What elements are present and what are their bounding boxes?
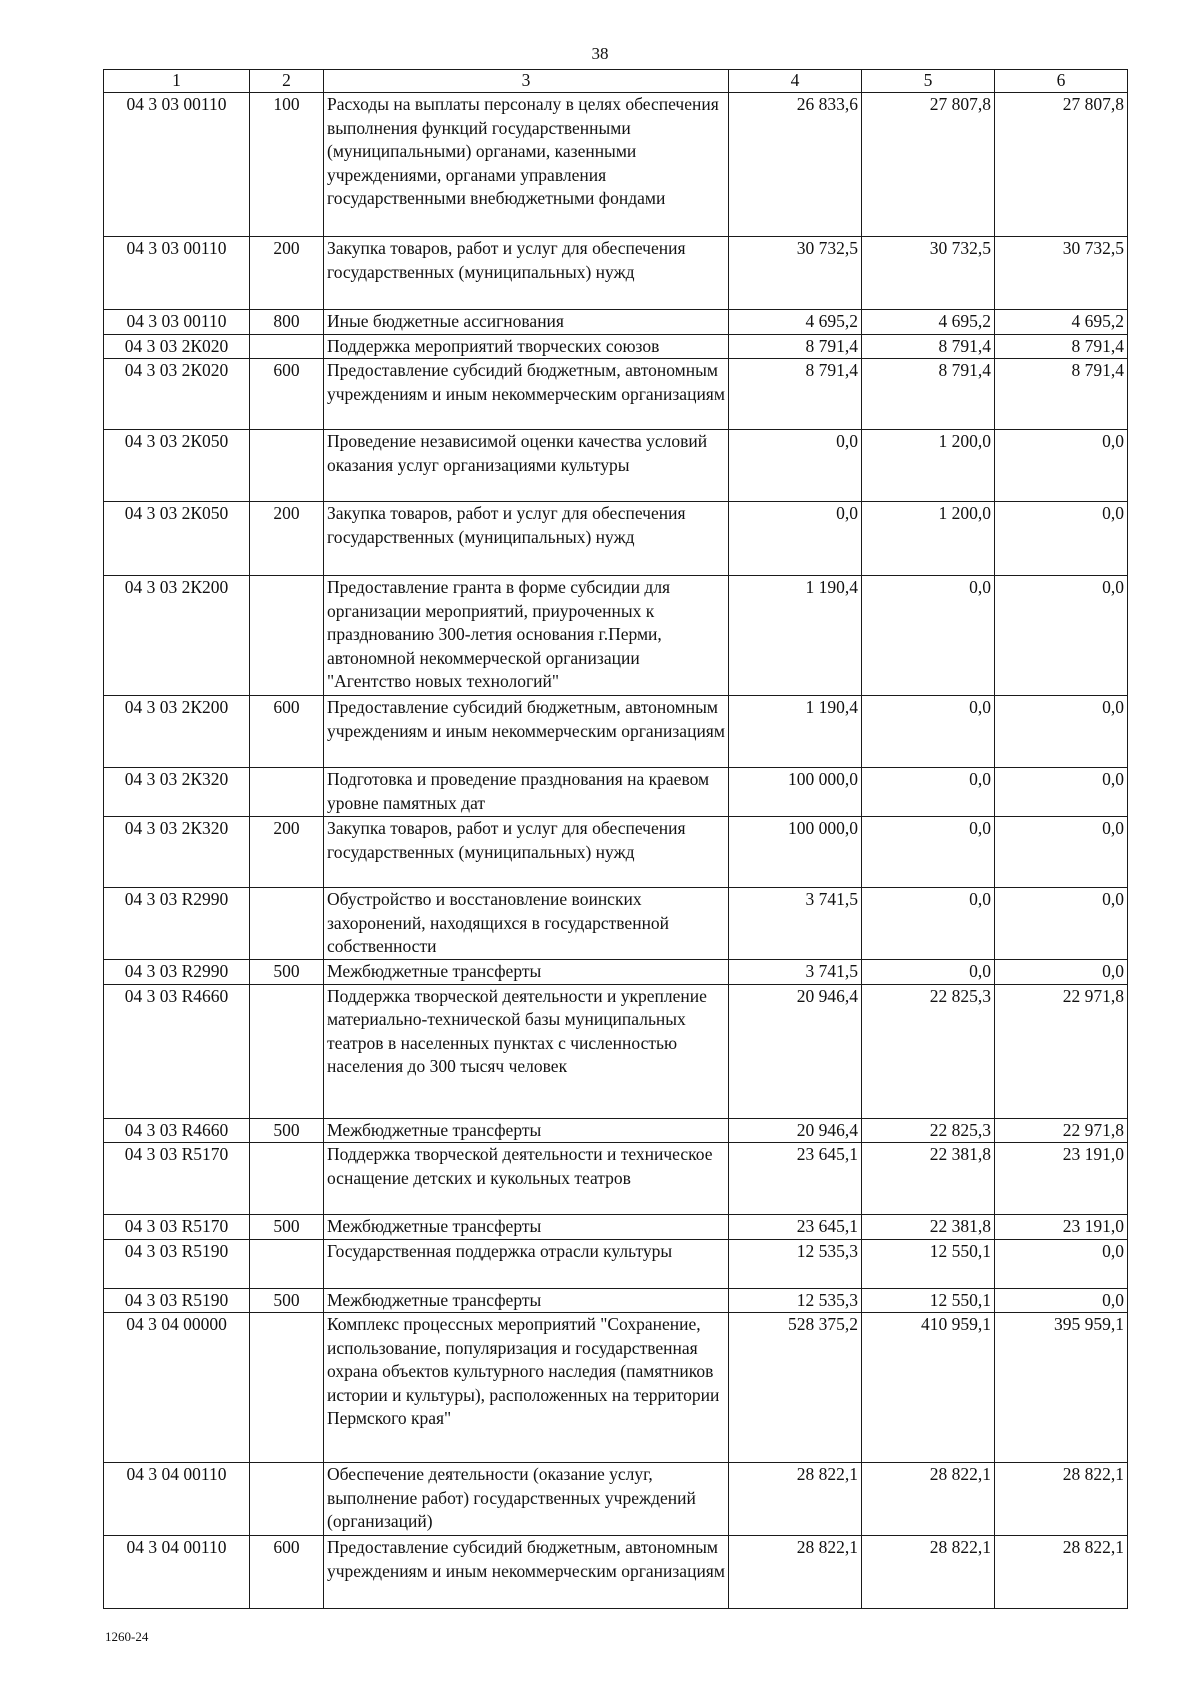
- budget-code-cell: 04 3 03 R5190: [104, 1288, 250, 1313]
- column-header: 3: [324, 70, 729, 93]
- amount-year1-cell: 4 695,2: [729, 310, 862, 335]
- amount-year3-cell: 8 791,4: [995, 334, 1128, 359]
- expense-type-cell: [250, 1313, 324, 1463]
- budget-code-cell: 04 3 03 R2990: [104, 960, 250, 985]
- amount-year1-cell: 23 645,1: [729, 1143, 862, 1215]
- item-name-cell: Межбюджетные трансферты: [324, 1118, 729, 1143]
- table-row: [104, 502, 1128, 576]
- table-row: [104, 768, 1128, 817]
- table-row: [104, 359, 1128, 430]
- column-header: 5: [862, 70, 995, 93]
- amount-year1-cell: 3 741,5: [729, 888, 862, 960]
- amount-year3-cell: 4 695,2: [995, 310, 1128, 335]
- budget-code-cell: 04 3 03 R5170: [104, 1143, 250, 1215]
- budget-code-cell: 04 3 04 00000: [104, 1313, 250, 1463]
- item-name-cell: Предоставление гранта в форме субсидии для организации мероприятий, приуроченных к празднованию 300-летия основания г.Перми, автономной некоммерческой организации "Агентство новых технологий": [324, 576, 729, 696]
- item-name-cell: Закупка товаров, работ и услуг для обеспечения государственных (муниципальных) нужд: [324, 502, 729, 576]
- budget-code-cell: 04 3 03 2К020: [104, 334, 250, 359]
- amount-year1-cell: 100 000,0: [729, 817, 862, 888]
- column-header: 2: [250, 70, 324, 93]
- amount-year2-cell: 0,0: [862, 888, 995, 960]
- amount-year3-cell: 0,0: [995, 576, 1128, 696]
- amount-year3-cell: 28 822,1: [995, 1536, 1128, 1609]
- table-row: [104, 1239, 1128, 1288]
- budget-code-cell: 04 3 03 R4660: [104, 1118, 250, 1143]
- amount-year1-cell: 0,0: [729, 430, 862, 502]
- expense-type-cell: [250, 1463, 324, 1536]
- expense-type-cell: [250, 1239, 324, 1288]
- table-row: [104, 93, 1128, 237]
- column-header: 6: [995, 70, 1128, 93]
- amount-year1-cell: 8 791,4: [729, 359, 862, 430]
- item-name-cell: Комплекс процессных мероприятий "Сохранение, использование, популяризация и государственная охрана объектов культурного наследия (памятников истории и культуры), расположенных на территории Пермского края": [324, 1313, 729, 1463]
- item-name-cell: Поддержка мероприятий творческих союзов: [324, 334, 729, 359]
- expense-type-cell: [250, 768, 324, 817]
- table-row: [104, 237, 1128, 310]
- table-row: [104, 817, 1128, 888]
- column-header: 4: [729, 70, 862, 93]
- amount-year3-cell: 395 959,1: [995, 1313, 1128, 1463]
- amount-year1-cell: 20 946,4: [729, 984, 862, 1118]
- amount-year2-cell: 4 695,2: [862, 310, 995, 335]
- item-name-cell: Предоставление субсидий бюджетным, автономным учреждениям и иным некоммерческим организациям: [324, 359, 729, 430]
- budget-code-cell: 04 3 03 2К050: [104, 430, 250, 502]
- item-name-cell: Подготовка и проведение празднования на краевом уровне памятных дат: [324, 768, 729, 817]
- table-row: [104, 1536, 1128, 1609]
- amount-year3-cell: 0,0: [995, 768, 1128, 817]
- amount-year1-cell: 23 645,1: [729, 1215, 862, 1240]
- amount-year1-cell: 12 535,3: [729, 1239, 862, 1288]
- table-row: [104, 1143, 1128, 1215]
- amount-year3-cell: 22 971,8: [995, 984, 1128, 1118]
- item-name-cell: Иные бюджетные ассигнования: [324, 310, 729, 335]
- amount-year2-cell: 0,0: [862, 960, 995, 985]
- table-row: [104, 430, 1128, 502]
- amount-year2-cell: 1 200,0: [862, 502, 995, 576]
- budget-code-cell: 04 3 03 00110: [104, 237, 250, 310]
- budget-code-cell: 04 3 03 2К320: [104, 817, 250, 888]
- table-row: [104, 888, 1128, 960]
- amount-year2-cell: 27 807,8: [862, 93, 995, 237]
- amount-year3-cell: 30 732,5: [995, 237, 1128, 310]
- expense-type-cell: [250, 984, 324, 1118]
- expense-type-cell: 200: [250, 237, 324, 310]
- expense-type-cell: 500: [250, 960, 324, 985]
- budget-code-cell: 04 3 03 R4660: [104, 984, 250, 1118]
- amount-year2-cell: 12 550,1: [862, 1288, 995, 1313]
- amount-year2-cell: 8 791,4: [862, 334, 995, 359]
- item-name-cell: Поддержка творческой деятельности и укрепление материально-технической базы муниципальных театров в населенных пунктах с численностью населения до 300 тысяч человек: [324, 984, 729, 1118]
- amount-year1-cell: 100 000,0: [729, 768, 862, 817]
- amount-year2-cell: 1 200,0: [862, 430, 995, 502]
- budget-code-cell: 04 3 03 00110: [104, 93, 250, 237]
- amount-year1-cell: 28 822,1: [729, 1463, 862, 1536]
- expense-type-cell: 600: [250, 1536, 324, 1609]
- item-name-cell: Поддержка творческой деятельности и техническое оснащение детских и кукольных театров: [324, 1143, 729, 1215]
- column-header: 1: [104, 70, 250, 93]
- amount-year2-cell: 410 959,1: [862, 1313, 995, 1463]
- budget-code-cell: 04 3 03 2К050: [104, 502, 250, 576]
- amount-year1-cell: 0,0: [729, 502, 862, 576]
- table-row: [104, 1463, 1128, 1536]
- amount-year3-cell: 0,0: [995, 430, 1128, 502]
- amount-year1-cell: 3 741,5: [729, 960, 862, 985]
- amount-year2-cell: 12 550,1: [862, 1239, 995, 1288]
- budget-code-cell: 04 3 04 00110: [104, 1463, 250, 1536]
- budget-code-cell: 04 3 03 R2990: [104, 888, 250, 960]
- amount-year1-cell: 30 732,5: [729, 237, 862, 310]
- expense-type-cell: [250, 430, 324, 502]
- amount-year3-cell: 23 191,0: [995, 1215, 1128, 1240]
- item-name-cell: Государственная поддержка отрасли культуры: [324, 1239, 729, 1288]
- amount-year2-cell: 30 732,5: [862, 237, 995, 310]
- table-row: [104, 984, 1128, 1118]
- expense-type-cell: 600: [250, 359, 324, 430]
- amount-year1-cell: 20 946,4: [729, 1118, 862, 1143]
- item-name-cell: Межбюджетные трансферты: [324, 1215, 729, 1240]
- amount-year2-cell: 0,0: [862, 817, 995, 888]
- expense-type-cell: 100: [250, 93, 324, 237]
- expense-type-cell: 600: [250, 696, 324, 768]
- item-name-cell: Расходы на выплаты персоналу в целях обеспечения выполнения функций государственными (муниципальными) органами, казенными учреждениями, органами управления государственными внебюджетными фондами: [324, 93, 729, 237]
- table-row: [104, 1215, 1128, 1240]
- budget-code-cell: 04 3 04 00110: [104, 1536, 250, 1609]
- document-code: 1260-24: [105, 1629, 149, 1644]
- amount-year3-cell: 0,0: [995, 502, 1128, 576]
- expense-type-cell: [250, 1143, 324, 1215]
- amount-year2-cell: 28 822,1: [862, 1536, 995, 1609]
- table-row: [104, 1118, 1128, 1143]
- expense-type-cell: 200: [250, 817, 324, 888]
- expense-type-cell: 200: [250, 502, 324, 576]
- table-row: [104, 1288, 1128, 1313]
- table-header-row: [104, 70, 1128, 93]
- item-name-cell: Обустройство и восстановление воинских захоронений, находящихся в государственной собственности: [324, 888, 729, 960]
- budget-code-cell: 04 3 03 2К200: [104, 576, 250, 696]
- item-name-cell: Межбюджетные трансферты: [324, 1288, 729, 1313]
- amount-year2-cell: 0,0: [862, 768, 995, 817]
- amount-year1-cell: 528 375,2: [729, 1313, 862, 1463]
- amount-year2-cell: 0,0: [862, 576, 995, 696]
- budget-code-cell: 04 3 03 2К200: [104, 696, 250, 768]
- item-name-cell: Предоставление субсидий бюджетным, автономным учреждениям и иным некоммерческим организациям: [324, 1536, 729, 1609]
- amount-year3-cell: 0,0: [995, 696, 1128, 768]
- amount-year3-cell: 0,0: [995, 817, 1128, 888]
- expense-type-cell: 500: [250, 1118, 324, 1143]
- expense-type-cell: [250, 334, 324, 359]
- amount-year3-cell: 0,0: [995, 960, 1128, 985]
- item-name-cell: Межбюджетные трансферты: [324, 960, 729, 985]
- amount-year1-cell: 8 791,4: [729, 334, 862, 359]
- item-name-cell: Закупка товаров, работ и услуг для обеспечения государственных (муниципальных) нужд: [324, 817, 729, 888]
- item-name-cell: Проведение независимой оценки качества условий оказания услуг организациями культуры: [324, 430, 729, 502]
- amount-year2-cell: 22 825,3: [862, 1118, 995, 1143]
- expense-type-cell: 500: [250, 1215, 324, 1240]
- table-row: [104, 960, 1128, 985]
- expense-type-cell: [250, 888, 324, 960]
- amount-year1-cell: 1 190,4: [729, 696, 862, 768]
- amount-year3-cell: 27 807,8: [995, 93, 1128, 237]
- budget-code-cell: 04 3 03 2К020: [104, 359, 250, 430]
- amount-year3-cell: 8 791,4: [995, 359, 1128, 430]
- item-name-cell: Обеспечение деятельности (оказание услуг, выполнение работ) государственных учреждений (организаций): [324, 1463, 729, 1536]
- budget-code-cell: 04 3 03 R5170: [104, 1215, 250, 1240]
- table-row: [104, 696, 1128, 768]
- amount-year1-cell: 26 833,6: [729, 93, 862, 237]
- amount-year3-cell: 0,0: [995, 1288, 1128, 1313]
- amount-year1-cell: 12 535,3: [729, 1288, 862, 1313]
- budget-table: [103, 69, 1128, 1609]
- amount-year3-cell: 28 822,1: [995, 1463, 1128, 1536]
- amount-year2-cell: 22 381,8: [862, 1215, 995, 1240]
- amount-year1-cell: 1 190,4: [729, 576, 862, 696]
- table-row: [104, 576, 1128, 696]
- amount-year3-cell: 23 191,0: [995, 1143, 1128, 1215]
- table-row: [104, 310, 1128, 335]
- amount-year1-cell: 28 822,1: [729, 1536, 862, 1609]
- table-row: [104, 1313, 1128, 1463]
- budget-code-cell: 04 3 03 2К320: [104, 768, 250, 817]
- budget-code-cell: 04 3 03 00110: [104, 310, 250, 335]
- table-body: [104, 93, 1128, 1609]
- amount-year2-cell: 22 381,8: [862, 1143, 995, 1215]
- expense-type-cell: [250, 576, 324, 696]
- page-number: 38: [591, 44, 609, 63]
- budget-code-cell: 04 3 03 R5190: [104, 1239, 250, 1288]
- amount-year2-cell: 22 825,3: [862, 984, 995, 1118]
- expense-type-cell: 500: [250, 1288, 324, 1313]
- amount-year3-cell: 0,0: [995, 888, 1128, 960]
- amount-year3-cell: 22 971,8: [995, 1118, 1128, 1143]
- item-name-cell: Предоставление субсидий бюджетным, автономным учреждениям и иным некоммерческим организациям: [324, 696, 729, 768]
- amount-year2-cell: 0,0: [862, 696, 995, 768]
- item-name-cell: Закупка товаров, работ и услуг для обеспечения государственных (муниципальных) нужд: [324, 237, 729, 310]
- amount-year2-cell: 28 822,1: [862, 1463, 995, 1536]
- table-row: [104, 334, 1128, 359]
- amount-year3-cell: 0,0: [995, 1239, 1128, 1288]
- amount-year2-cell: 8 791,4: [862, 359, 995, 430]
- expense-type-cell: 800: [250, 310, 324, 335]
